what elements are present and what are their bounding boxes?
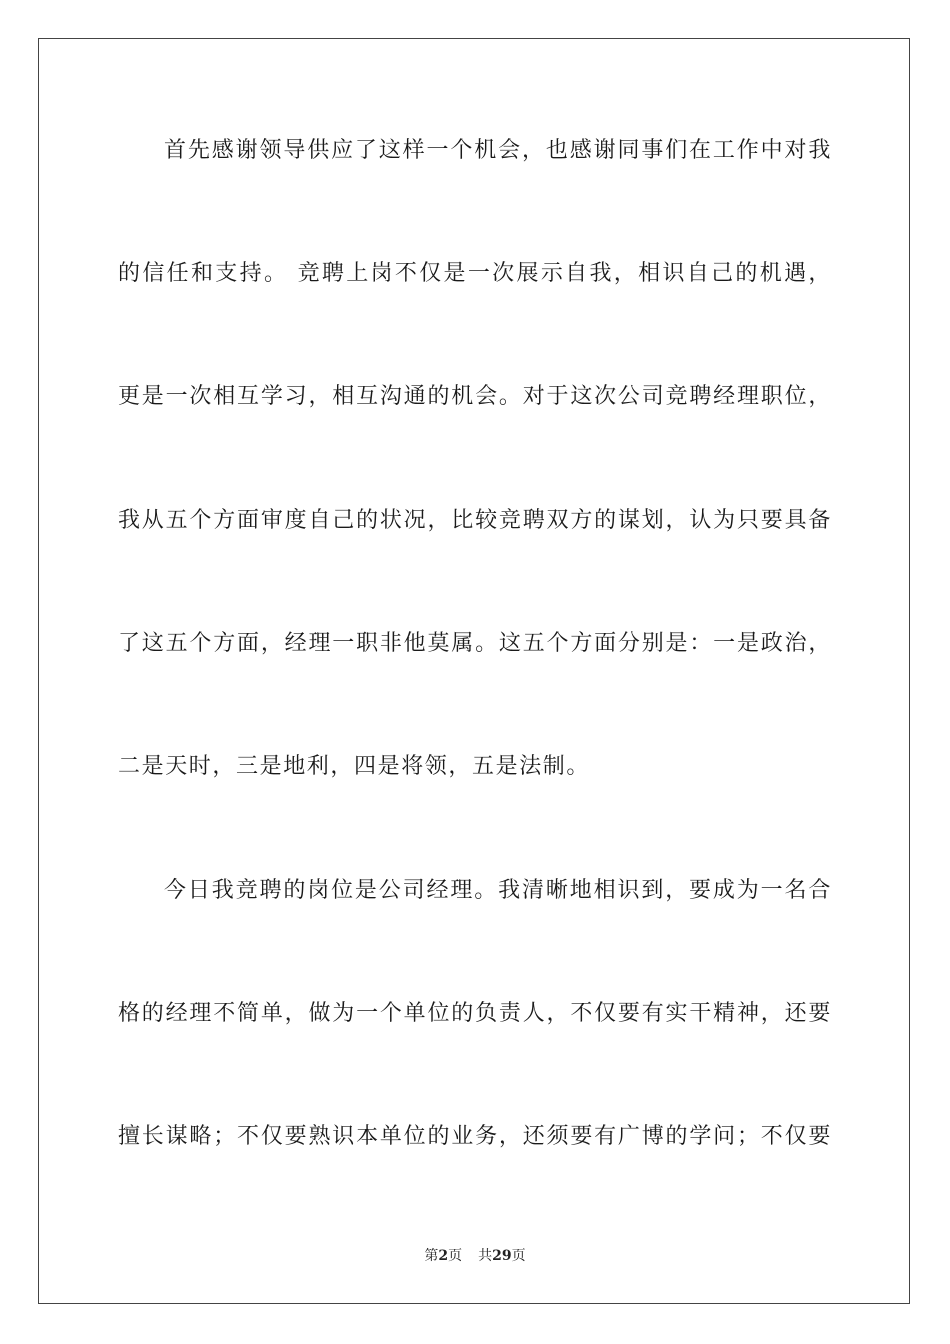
paragraph-1-line-1: 首先感谢领导供应了这样一个机会，也感谢同事们在工作中对我 — [164, 138, 832, 163]
page-suffix: 页 — [448, 1248, 463, 1264]
total-suffix: 页 — [511, 1248, 526, 1264]
paragraph-2-line-1: 今日我竞聘的岗位是公司经理。我清晰地相识到，要成为一名合 — [164, 878, 832, 903]
page-prefix: 第 — [424, 1248, 439, 1264]
paragraph-1-line-2: 的信任和支持。 竞聘上岗不仅是一次展示自我，相识自己的机遇， — [118, 261, 832, 286]
page-number: 2 — [438, 1248, 449, 1264]
total-pages: 29 — [492, 1248, 512, 1264]
paragraph-1-line-4: 我从五个方面审度自己的状况，比较竞聘双方的谋划，认为只要具备 — [118, 508, 832, 533]
paragraph-2-line-2: 格的经理不简单，做为一个单位的负责人，不仅要有实干精神，还要 — [118, 1001, 832, 1026]
page-footer — [0, 1246, 950, 1266]
paragraph-1-line-5: 了这五个方面，经理一职非他莫属。这五个方面分别是：一是政治， — [118, 631, 832, 656]
page-border — [38, 38, 910, 1304]
paragraph-2-line-3: 擅长谋略；不仅要熟识本单位的业务，还须要有广博的学问；不仅要 — [118, 1124, 832, 1149]
paragraph-1-line-3: 更是一次相互学习，相互沟通的机会。对于这次公司竞聘经理职位， — [118, 384, 832, 409]
total-prefix: 共 — [478, 1248, 493, 1264]
paragraph-1-line-6: 二是天时，三是地利，四是将领，五是法制。 — [118, 754, 591, 779]
